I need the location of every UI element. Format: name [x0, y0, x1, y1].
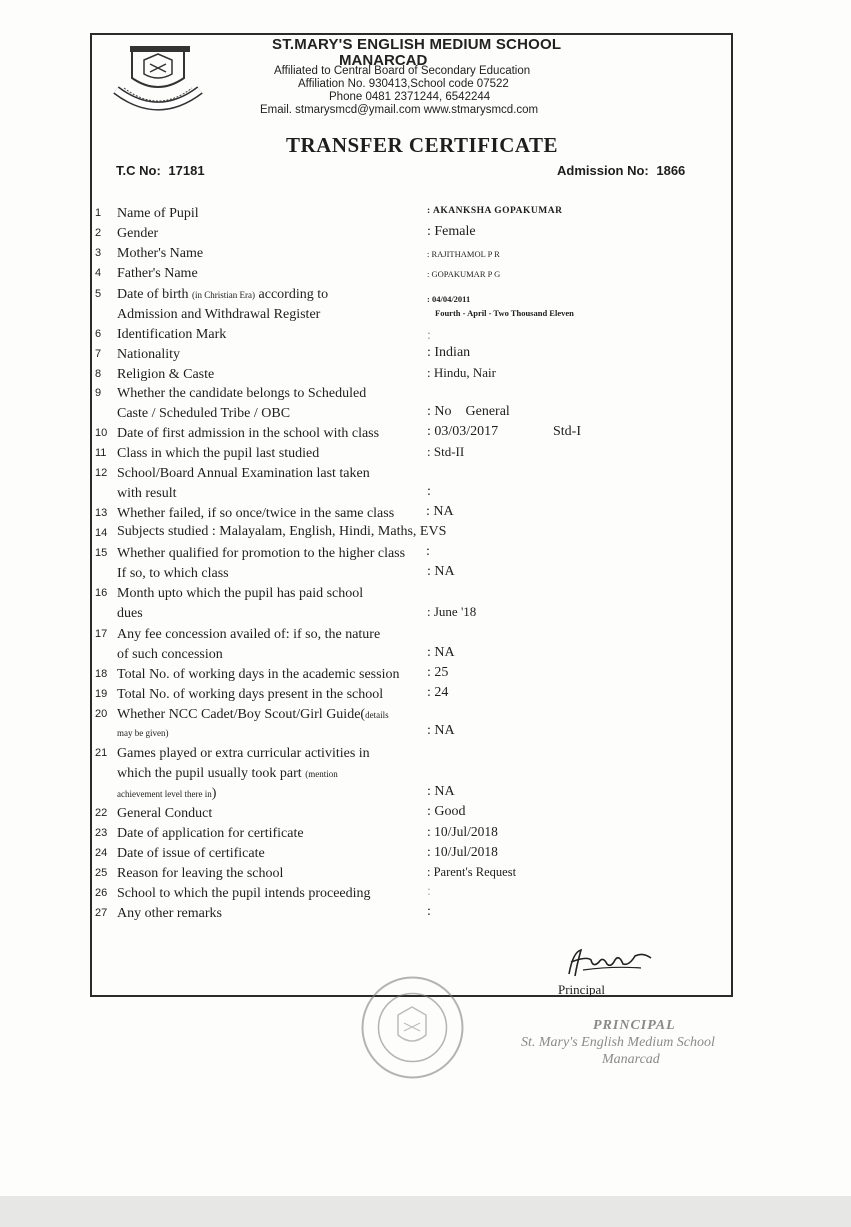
row-number: 2 — [95, 227, 102, 239]
field-label: Date of issue of certificate — [117, 846, 265, 861]
field-label: Class in which the pupil last studied — [117, 446, 320, 461]
field-label-part: Date of birth — [117, 287, 193, 302]
row-number: 3 — [95, 247, 102, 259]
field-label-note: (mention — [305, 769, 338, 779]
field-label: School to which the pupil intends proceeding — [117, 886, 371, 901]
field-value-2: : NA — [427, 564, 455, 579]
field-label — [117, 705, 427, 725]
field-label: General Conduct — [117, 806, 213, 821]
row-number: 11 — [95, 447, 107, 459]
field-value: : — [427, 884, 431, 899]
field-label: Gender — [117, 226, 159, 241]
field-label: Month upto which the pupil has paid school — [117, 586, 364, 601]
field-value: : 24 — [427, 685, 449, 700]
tc-number — [116, 163, 205, 178]
field-label: Name of Pupil — [117, 206, 199, 221]
field-label-note: achievement level there in — [117, 789, 212, 799]
field-value: : Good — [427, 804, 466, 819]
row-number: 26 — [95, 887, 108, 899]
field-label-line2: of such concession — [117, 647, 223, 662]
row-number: 13 — [95, 507, 108, 519]
affiliation-number: Affiliation No. 930413,School code 07522 — [298, 78, 509, 90]
field-label: Any fee concession availed of: if so, the nature — [117, 627, 381, 642]
field-value: : Female — [427, 224, 476, 239]
row-number: 18 — [95, 668, 108, 680]
field-label: Whether failed, if so once/twice in the same class — [117, 506, 395, 521]
field-label: Whether the candidate belongs to Scheduled — [117, 386, 367, 401]
field-value: : 10/Jul/2018 — [427, 824, 498, 839]
field-label: Religion & Caste — [117, 367, 215, 382]
field-label: Whether qualified for promotion to the higher class — [117, 546, 406, 561]
principal-stamp-title: PRINCIPAL — [593, 1018, 676, 1033]
tc-number-label: T.C No: — [116, 163, 161, 178]
school-place: MANARCAD — [339, 52, 428, 69]
field-value: : 10/Jul/2018 — [427, 844, 498, 859]
principal-signature — [563, 944, 658, 980]
field-row-27 — [0, 904, 851, 944]
school-logo — [110, 38, 206, 118]
field-value: : Std-II — [427, 444, 465, 459]
field-label-line2: Admission and Withdrawal Register — [117, 307, 321, 322]
field-label-line2 — [117, 764, 427, 784]
field-label: Any other remarks — [117, 906, 222, 921]
field-value: : AKANKSHA GOPAKUMAR — [427, 206, 563, 216]
row-number: 10 — [95, 427, 108, 439]
row-number: 15 — [95, 547, 108, 559]
school-email: Email. stmarysmcd@ymail.com www.stmarysmcd.com — [260, 104, 539, 116]
row-number: 14 — [95, 527, 108, 539]
field-value: : — [427, 904, 431, 919]
affiliation-line: Affiliated to Central Board of Secondary Education — [274, 65, 531, 77]
field-label-line3 — [117, 784, 427, 804]
field-value: : No General — [427, 404, 510, 419]
row-number: 23 — [95, 827, 108, 839]
field-label: Date of first admission in the school with class — [117, 426, 380, 441]
field-label-line2: dues — [117, 606, 143, 621]
row-number: 5 — [95, 288, 102, 300]
field-label-part: Whether NCC Cadet/Boy Scout/Girl Guide( — [117, 707, 366, 722]
field-label: Total No. of working days present in the school — [117, 687, 384, 702]
school-name: ST.MARY'S ENGLISH MEDIUM SCHOOL — [272, 36, 562, 53]
field-value: : NA — [427, 645, 455, 660]
field-label-line2: Caste / Scheduled Tribe / OBC — [117, 406, 291, 421]
field-label: Games played or extra curricular activities in — [117, 746, 370, 761]
field-label: Father's Name — [117, 266, 198, 281]
field-label-part: ) — [211, 786, 217, 801]
field-value-words: Fourth - April - Two Thousand Eleven — [435, 308, 574, 318]
principal-label: Principal — [558, 982, 605, 997]
field-row-5 — [0, 285, 851, 327]
field-row-16 — [0, 584, 851, 626]
row-number: 12 — [95, 467, 108, 479]
field-row-20 — [0, 705, 851, 747]
field-value: : 25 — [427, 665, 449, 680]
field-value: : 03/03/2017 — [427, 424, 499, 439]
field-label — [117, 285, 427, 305]
school-phone: Phone 0481 2371244, 6542244 — [329, 91, 491, 103]
field-label: Nationality — [117, 347, 180, 362]
field-row-15 — [0, 544, 851, 586]
row-number: 9 — [95, 387, 102, 399]
row-number: 22 — [95, 807, 108, 819]
row-number: 7 — [95, 348, 102, 360]
admission-number — [557, 163, 685, 178]
row-number: 4 — [95, 267, 102, 279]
field-label-note: details — [365, 710, 389, 720]
field-label: Total No. of working days in the academic session — [117, 667, 400, 682]
field-label: Date of application for certificate — [117, 826, 304, 841]
field-label-note-line2: may be given) — [117, 728, 169, 738]
field-label-line2: with result — [117, 486, 177, 501]
field-value: : — [427, 484, 431, 499]
field-row-17 — [0, 625, 851, 667]
field-label-part: according to — [255, 287, 329, 302]
field-value: : GOPAKUMAR P G — [427, 269, 501, 279]
field-value: : 04/04/2011 — [427, 294, 471, 304]
row-number: 25 — [95, 867, 108, 879]
scan-bottom-edge — [0, 1196, 851, 1227]
field-value: : RAJITHAMOL P R — [427, 249, 500, 259]
principal-stamp-place: Manarcad — [602, 1052, 660, 1067]
row-number: 16 — [95, 587, 108, 599]
row-number: 8 — [95, 368, 102, 380]
document-title: TRANSFER CERTIFICATE — [286, 133, 558, 157]
field-label: Mother's Name — [117, 246, 204, 261]
row-number: 1 — [95, 207, 102, 219]
school-seal-stamp — [360, 975, 465, 1080]
row-number: 19 — [95, 688, 108, 700]
field-value-class: Std-I — [553, 424, 581, 439]
field-value: : June '18 — [427, 604, 477, 619]
field-value: : — [427, 328, 431, 343]
principal-stamp-school: St. Mary's English Medium School — [521, 1035, 715, 1050]
field-value: : Parent's Request — [427, 865, 517, 879]
row-number: 24 — [95, 847, 108, 859]
admission-number-value: 1866 — [656, 163, 686, 178]
row-number: 21 — [95, 747, 108, 759]
field-row-9 — [0, 384, 851, 426]
tc-number-value: 17181 — [168, 163, 205, 178]
subjects-studied: Subjects studied : Malayalam, English, Hindi, Maths, EVS — [117, 524, 447, 539]
field-label: Reason for leaving the school — [117, 866, 284, 881]
field-value: : Indian — [427, 345, 471, 360]
row-number: 20 — [95, 708, 108, 720]
field-value: : NA — [426, 504, 454, 519]
field-label-note: (in Christian Era) — [192, 290, 256, 300]
row-number: 17 — [95, 628, 108, 640]
field-row-12 — [0, 464, 851, 506]
row-number: 27 — [95, 907, 108, 919]
field-label-line2: If so, to which class — [117, 566, 229, 581]
field-value: : Hindu, Nair — [427, 365, 496, 380]
field-value: : NA — [427, 784, 455, 799]
row-number: 6 — [95, 328, 102, 340]
field-value: : — [426, 544, 430, 559]
field-label: Identification Mark — [117, 327, 227, 342]
field-label: School/Board Annual Examination last taken — [117, 466, 370, 481]
field-label-part: which the pupil usually took part — [117, 766, 306, 781]
admission-number-label: Admission No: — [557, 163, 649, 178]
field-value: : NA — [427, 723, 455, 738]
field-row-21 — [0, 744, 851, 804]
